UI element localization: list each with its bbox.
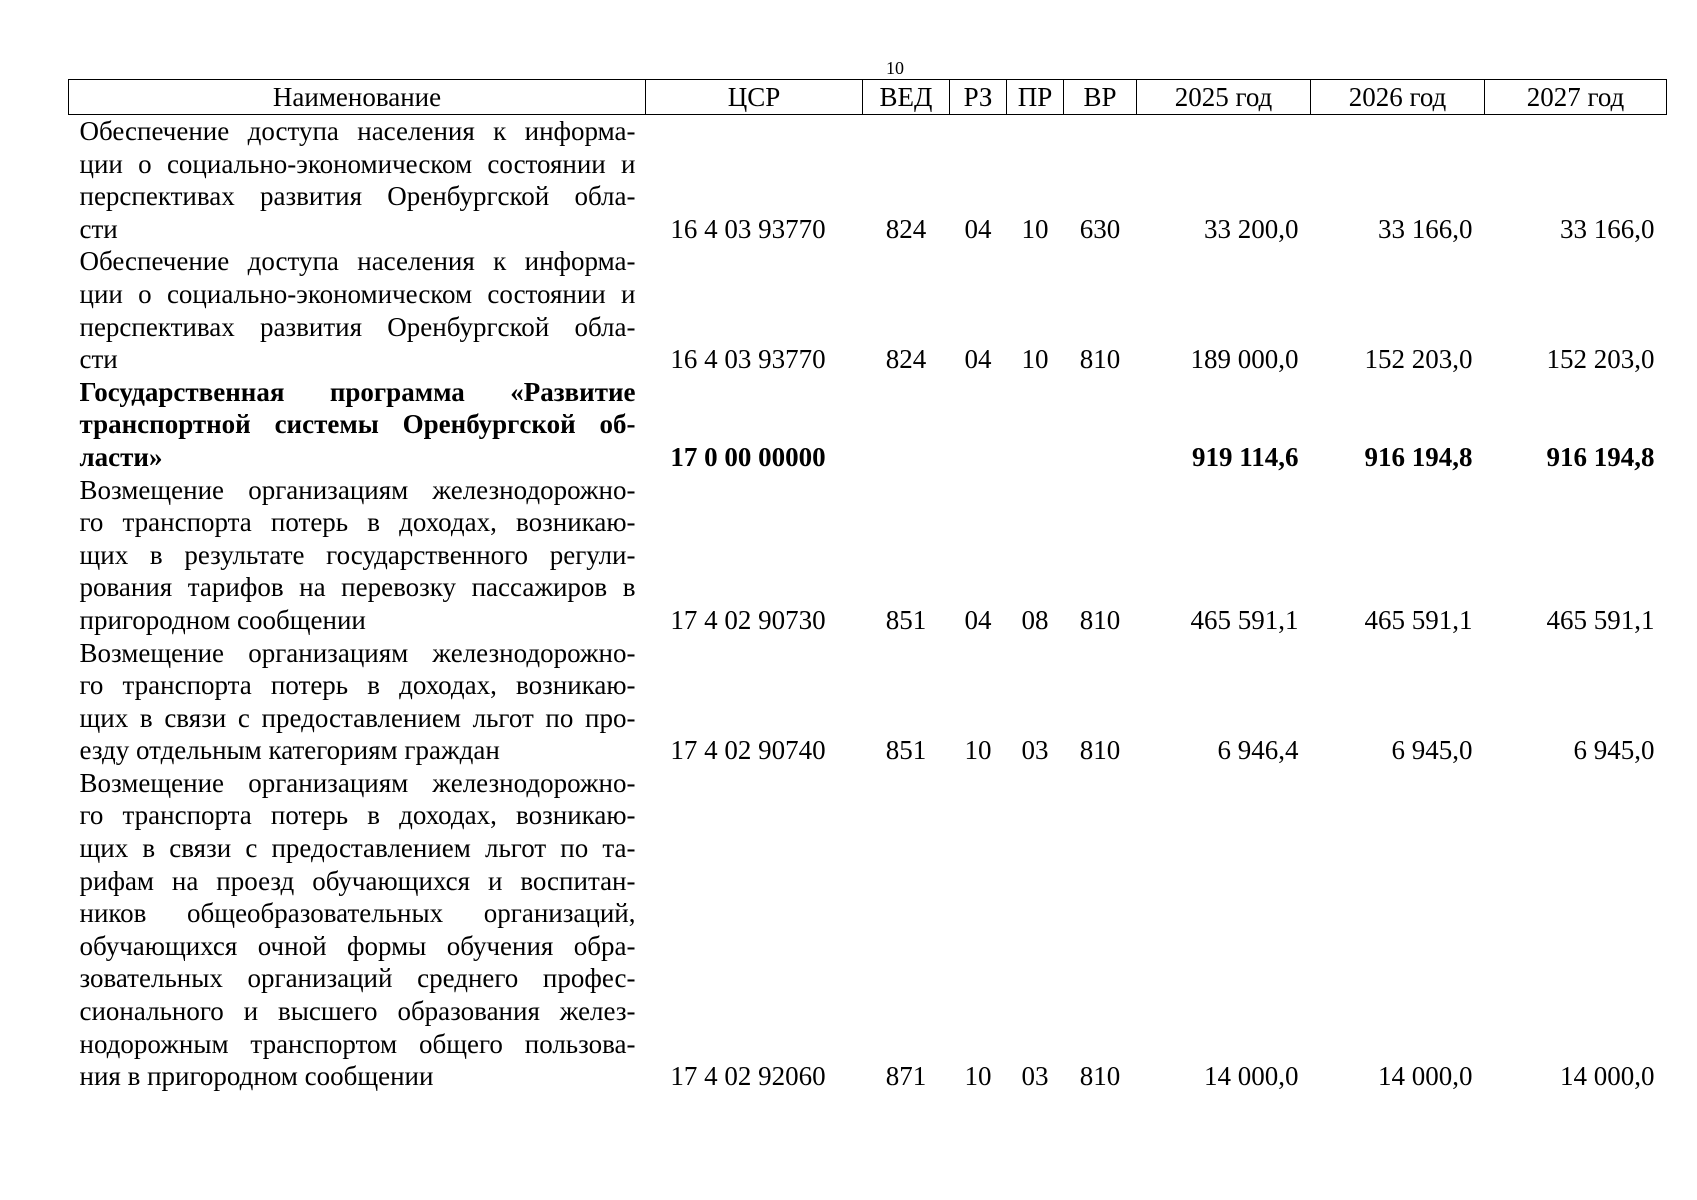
cell-name	[69, 245, 646, 375]
cell-name	[69, 474, 646, 637]
name-line: ласти»	[79, 441, 163, 472]
name-line: нодорожным транспортом общего пользова-	[79, 1028, 636, 1059]
name-line: транспортной системы Оренбургской об-	[79, 409, 636, 440]
name-line: го транспорта потерь в доходах, возникаю-	[79, 670, 636, 701]
cell-pr	[1007, 376, 1064, 474]
cell-ved: 871	[885, 1061, 927, 1092]
header-csr: ЦСР	[646, 80, 863, 115]
cell-2026: 33 166,0	[1378, 213, 1473, 244]
name-line: сти	[79, 344, 118, 375]
name-line: зовательных организаций среднего профес-	[79, 963, 636, 994]
table-body	[69, 115, 1667, 1093]
table-row	[69, 637, 1667, 767]
cell-name	[69, 637, 646, 767]
header-ved: ВЕД	[863, 80, 950, 115]
cell-pr: 03	[1021, 1061, 1049, 1092]
name-line: ников общеобразовательных организаций,	[79, 898, 636, 929]
cell-ved: 824	[885, 344, 927, 375]
cell-ved: 851	[885, 604, 927, 635]
name-line: сионального и высшего образования желез-	[79, 996, 636, 1027]
table-row	[69, 376, 1667, 474]
cell-pr: 10	[1021, 213, 1049, 244]
name-line: щих в связи с предоставлением льгот по про-	[79, 702, 636, 733]
cell-csr: 17 4 02 92060	[670, 1061, 826, 1092]
cell-ved: 824	[885, 213, 927, 244]
cell-2026: 465 591,1	[1364, 604, 1473, 635]
name-line: го транспорта потерь в доходах, возникаю-	[79, 507, 636, 538]
table-row	[69, 767, 1667, 1093]
name-line: пригородном сообщении	[79, 604, 366, 635]
name-line: Обеспечение доступа населения к информа-	[79, 116, 636, 146]
name-line: Возмещение организациям железнодорожно-	[79, 637, 636, 668]
name-line: Возмещение организациям железнодорожно-	[79, 474, 636, 505]
cell-2025: 14 000,0	[1204, 1061, 1299, 1092]
cell-2025: 919 114,6	[1191, 441, 1299, 472]
name-line: езду отдельным категориям граждан	[79, 735, 500, 766]
table-row	[69, 115, 1667, 246]
cell-pr: 08	[1021, 604, 1049, 635]
cell-csr: 16 4 03 93770	[670, 213, 826, 244]
cell-csr: 17 4 02 90730	[670, 604, 826, 635]
header-2026: 2026 год	[1311, 80, 1485, 115]
name-line: щих в связи с предоставлением льгот по та-	[79, 833, 636, 864]
table-row	[69, 245, 1667, 375]
name-line: ции о социально-экономическом состоянии и	[79, 148, 636, 179]
cell-2026: 152 203,0	[1364, 344, 1473, 375]
table-header-row	[69, 80, 1667, 115]
table-row	[69, 474, 1667, 637]
header-rz: РЗ	[950, 80, 1007, 115]
cell-name	[69, 115, 646, 246]
page-number: 10	[886, 58, 904, 78]
cell-ved: 851	[885, 735, 927, 766]
name-line: обучающихся очной формы обучения обра-	[79, 930, 636, 961]
cell-csr: 17 0 00 00000	[670, 441, 826, 472]
cell-2027: 152 203,0	[1546, 344, 1655, 375]
cell-2027: 33 166,0	[1560, 213, 1655, 244]
cell-vr: 810	[1079, 735, 1121, 766]
cell-csr: 16 4 03 93770	[670, 344, 826, 375]
cell-rz: 04	[964, 344, 992, 375]
name-line: перспективах развития Оренбургской обла-	[79, 181, 636, 212]
cell-vr: 810	[1079, 1061, 1121, 1092]
cell-2027: 6 945,0	[1573, 735, 1655, 766]
cell-ved	[863, 376, 950, 474]
cell-name	[69, 767, 646, 1093]
cell-rz	[950, 376, 1007, 474]
cell-rz: 10	[964, 735, 992, 766]
cell-2027: 916 194,8	[1546, 441, 1655, 472]
cell-vr: 630	[1079, 213, 1121, 244]
name-line: рования тарифов на перевозку пассажиров в	[79, 572, 636, 603]
name-line: го транспорта потерь в доходах, возникаю-	[79, 800, 636, 831]
cell-2025: 33 200,0	[1204, 213, 1299, 244]
cell-2025: 465 591,1	[1190, 604, 1299, 635]
cell-csr: 17 4 02 90740	[670, 735, 826, 766]
name-line: ции о социально-экономическом состоянии и	[79, 278, 636, 309]
cell-rz: 10	[964, 1061, 992, 1092]
header-vr: ВР	[1064, 80, 1137, 115]
cell-2027: 465 591,1	[1546, 604, 1655, 635]
cell-rz: 04	[964, 213, 992, 244]
name-line: Возмещение организациям железнодорожно-	[79, 767, 636, 798]
cell-2027: 14 000,0	[1560, 1061, 1655, 1092]
cell-vr: 810	[1079, 604, 1121, 635]
header-2025: 2025 год	[1137, 80, 1311, 115]
name-line: ния в пригородном сообщении	[79, 1061, 434, 1092]
name-line: щих в результате государственного регули-	[79, 539, 636, 570]
name-line: рифам на проезд обучающихся и воспитан-	[79, 865, 636, 896]
name-line: сти	[79, 213, 118, 244]
cell-2026: 916 194,8	[1364, 441, 1473, 472]
cell-2026: 14 000,0	[1378, 1061, 1473, 1092]
cell-2025: 189 000,0	[1190, 344, 1299, 375]
cell-rz: 04	[964, 604, 992, 635]
name-line: Государственная программа «Развитие	[79, 376, 636, 407]
cell-2026: 6 945,0	[1391, 735, 1473, 766]
header-name: Наименование	[69, 80, 646, 115]
name-line: Обеспечение доступа населения к информа-	[79, 246, 636, 277]
name-line: перспективах развития Оренбургской обла-	[79, 311, 636, 342]
header-2027: 2027 год	[1485, 80, 1667, 115]
cell-name	[69, 376, 646, 474]
cell-vr: 810	[1079, 344, 1121, 375]
cell-2025: 6 946,4	[1217, 735, 1299, 766]
cell-vr	[1064, 376, 1137, 474]
budget-table	[68, 79, 1667, 1093]
cell-pr: 10	[1021, 344, 1049, 375]
cell-pr: 03	[1021, 735, 1049, 766]
header-pr: ПР	[1007, 80, 1064, 115]
